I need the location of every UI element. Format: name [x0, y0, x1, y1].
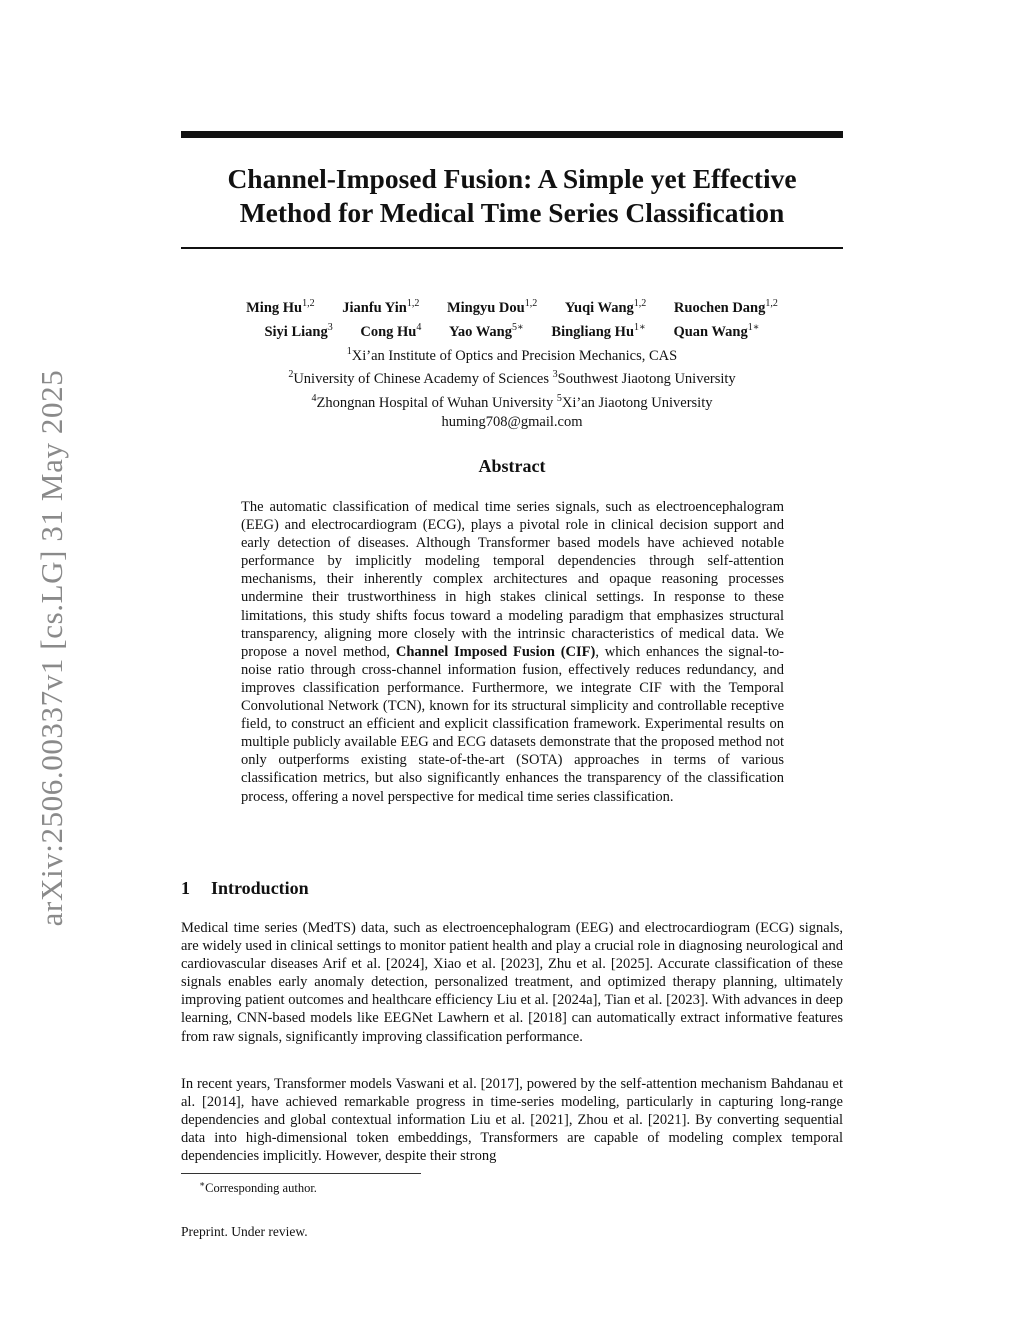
affiliation-line-3: $^4$Zhongnan Hospital of Wuhan University $^5$Xi’an Jiaotong University — [311, 393, 713, 412]
intro-paragraph-2: In recent years, Transformer models Vaswani et al. [2017], powered by the self-attention mechanism Bahdanau et al. [2014], have achieved remarkable progress in time-series modeling, particularly in capturing long-range dependencies and global contextual information Liu et al. [2021], Zhou et al. [2021]. By converting sequential data into high-dimensional token embeddings, Transformers are capable of modeling complex temporal dependencies implicitly. However, despite their strong — [181, 1076, 843, 1165]
author-name: Yuqi Wang$^{1,2}$ — [564, 298, 647, 316]
author-name: Yao Wang$^{5∗}$ — [448, 321, 524, 340]
footnote: ∗Corresponding author. — [199, 1179, 317, 1196]
section-heading-introduction: 1 Introduction — [181, 878, 309, 898]
author-name: Jianfu Yin$^{1,2}$ — [342, 298, 420, 316]
affiliation-line-2: $^2$University of Chinese Academy of Sciences $^3$Southwest Jiaotong University — [288, 369, 736, 388]
title-top-rule — [181, 131, 843, 138]
title-line-1: Channel-Imposed Fusion: A Simple yet Effective — [227, 163, 797, 194]
author-name: Siyi Liang$^3$ — [264, 321, 333, 340]
author-name: Cong Hu$^4$ — [360, 321, 422, 340]
title-line-2: Method for Medical Time Series Classification — [239, 197, 785, 228]
author-name: Ruochen Dang$^{1,2}$ — [673, 298, 778, 316]
paper-title — [181, 162, 843, 230]
author-name: Mingyu Dou$^{1,2}$ — [446, 298, 538, 316]
author-block — [181, 294, 843, 432]
preprint-notice: Preprint. Under review. — [181, 1224, 308, 1239]
author-row-2 — [181, 318, 843, 342]
method-name: Channel Imposed Fusion (CIF) — [395, 643, 596, 660]
author-row-1 — [181, 294, 843, 318]
contact-email[interactable]: huming708@gmail.com — [441, 414, 583, 431]
affiliation-line-1: $^1$Xi’an Institute of Optics and Precision Mechanics, CAS — [346, 345, 678, 364]
author-name: Ming Hu$^{1,2}$ — [246, 298, 315, 316]
author-name: Quan Wang$^{1∗}$ — [673, 321, 760, 340]
footnote-rule — [181, 1173, 421, 1174]
abstract-heading: Abstract — [478, 456, 546, 476]
intro-paragraph-1: Medical time series (MedTS) data, such as electroencephalogram (EEG) and electrocardiogram (ECG) signals, are widely used in clinical settings to monitor patient health and play a crucial role in diagnosing neurological and cardiovascular diseases Arif et al. [2024], Xiao et al. [2023], Zhu et al. [2025]. Accurate classification of these signals enables early anomaly detection, personalized treatment, and optimized therapy planning, ultimately improving patient outcomes and healthcare efficiency Liu et al. [2024a], Tian et al. [2023]. With advances in deep learning, CNN-based models like EEGNet Lawhern et al. [2018] can automatically extract informative features from raw signals, significantly improving classification performance. — [181, 920, 843, 1045]
title-bottom-rule — [181, 247, 843, 249]
author-name: Bingliang $Hu^{1∗}$ — [551, 321, 646, 340]
arxiv-identifier: arXiv:2506.00337v1 [cs.LG] 31 May 2025 — [34, 369, 69, 927]
abstract-body: The automatic classification of medical time series signals, such as electroencephalogram (EEG) and electrocardiogram (ECG), plays a pivotal role in clinical decision support and early detection of diseases. Although Transformer based models have achieved notable performance by implicitly modeling temporal dependencies through self-attention mechanisms, their inherently complex architectures and opaque reasoning processes undermine their trustworthiness in high stakes clinical settings. In response to these limitations, this study shifts focus toward a modeling paradigm that emphasizes structural transparency, aligning more closely with the intrinsic characteristics of medical data. We propose a novel method, Channel Imposed Fusion (CIF), which enhances the signal-to-noise ratio through cross-channel information fusion, effectively reduces redundancy, and improves classification performance. Furthermore, we integrate CIF with the Temporal Convolutional Network (TCN), known for its structural simplicity and controllable receptive field, to construct an efficient and explicit classification framework. Experimental results on multiple publicly available EEG and ECG datasets demonstrate that the proposed method not only outperforms existing state-of-the-art (SOTA) approaches in terms of various classification metrics, but also significantly enhances the transparency of the classification process, offering a novel perspective for medical time series classification. — [241, 499, 785, 805]
